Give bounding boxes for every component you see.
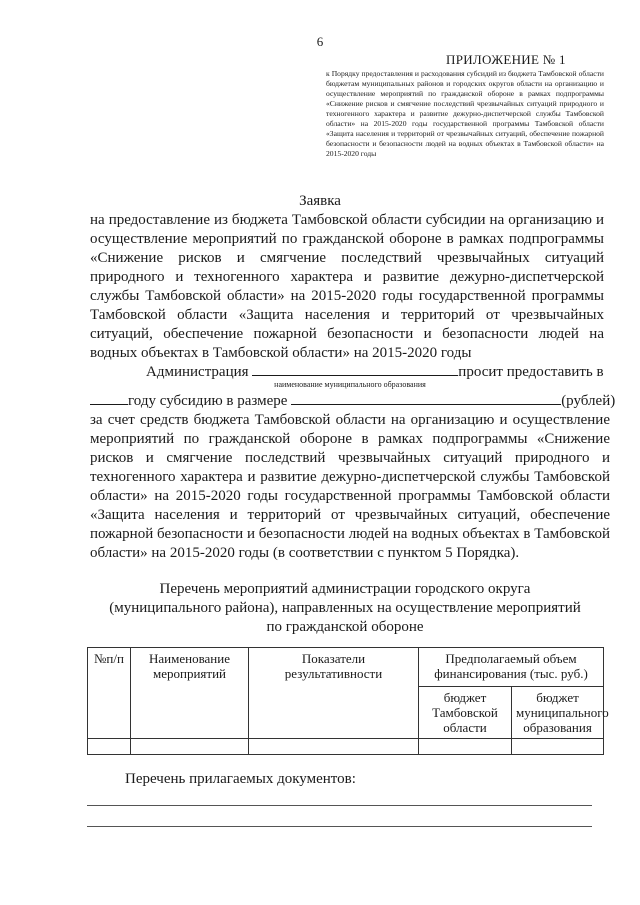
amount-line (90, 392, 616, 411)
header-municipal-budget: бюджет муниципального образования (512, 687, 604, 739)
municipality-name-blank[interactable] (252, 363, 458, 376)
header-number: №п/п (88, 648, 131, 739)
appendix-note: к Порядку предоставления и расходования субсидий из бюджета Тамбовской области бюджетам муниципальных районов и городских округов области на организацию и осуществление мероприятий по гражданской обороне в рамках подпрограммы «Снижение рисков и смягчение последствий чрезвычайных ситуаций природного и техногенного характера и развитие дежурно-диспетчерской службы Тамбовской области» на 2015-2020 годы государственной программы Тамбовской области «Защита населения и территорий от чрезвычайных ситуаций, обеспечение пожарной безопасности и безопасности людей на водных объектах в Тамбовской области» на 2015-2020 годы (326, 69, 604, 158)
amount-prefix: году субсидию в размере (128, 393, 288, 409)
documents-list-title: Перечень прилагаемых документов: (125, 771, 356, 787)
documents-line-2[interactable] (87, 826, 592, 827)
request-subtitle: на предоставление из бюджета Тамбовской области субсидии на организацию и осуществление мероприятий по гражданской обороне в рамках подпрограммы «Снижение рисков и смягчение последствий чрезвычайных ситуаций природного и техногенного характера и развитие дежурно-диспетчерской службы Тамбовской области» на 2015-2020 годы государственной программы Тамбовской области «Защита населения и территорий от чрезвычайных ситуаций, обеспечение пожарной безопасности и безопасности людей на водных объектах в Тамбовской области» на 2015-2020 годы (90, 212, 604, 361)
request-title: Заявка (299, 193, 341, 209)
amount-blank[interactable] (291, 392, 561, 405)
municipality-caption: наименование муниципального образования (274, 380, 426, 389)
header-funding: Предполагаемый объем финансирования (тыс. руб.) (419, 648, 604, 687)
table-cell[interactable] (419, 739, 512, 755)
request-body: за счет средств бюджета Тамбовской области на организацию и осуществление мероприятий по гражданской обороне в рамках подпрограммы «Снижение рисков и смягчение последствий чрезвычайных ситуаций природного и техногенного характера и развитие дежурно-диспетчерской службы Тамбовской области» на 2015-2020 годы государственной программы Тамбовской области «Защита населения и территорий от чрезвычайных ситуаций, обеспечение пожарной безопасности и безопасности людей на водных объектах в Тамбовской области» на 2015-2020 годы (в соответствии с пунктом 5 Порядка). (90, 412, 610, 561)
admin-prefix: Администрация (146, 364, 249, 380)
table-cell[interactable] (88, 739, 131, 755)
table-cell[interactable] (131, 739, 249, 755)
measures-table (87, 647, 609, 755)
year-blank[interactable] (90, 392, 128, 405)
amount-suffix: (рублей) (561, 393, 616, 409)
page-number: 6 (316, 34, 324, 49)
header-regional-budget: бюджет Тамбовской области (419, 687, 512, 739)
admin-suffix: просит предоставить в (458, 364, 604, 380)
measures-list-title: Перечень мероприятий администрации городского округа (муниципального района), направленных на осуществление мероприятий по гражданской обороне (109, 581, 581, 635)
header-measure-name: Наименование мероприятий (131, 648, 249, 739)
header-indicators: Показатели результативности (249, 648, 419, 739)
table-cell[interactable] (512, 739, 604, 755)
appendix-title: ПРИЛОЖЕНИЕ № 1 (446, 52, 566, 67)
table-cell[interactable] (249, 739, 419, 755)
documents-line-1[interactable] (87, 805, 592, 806)
